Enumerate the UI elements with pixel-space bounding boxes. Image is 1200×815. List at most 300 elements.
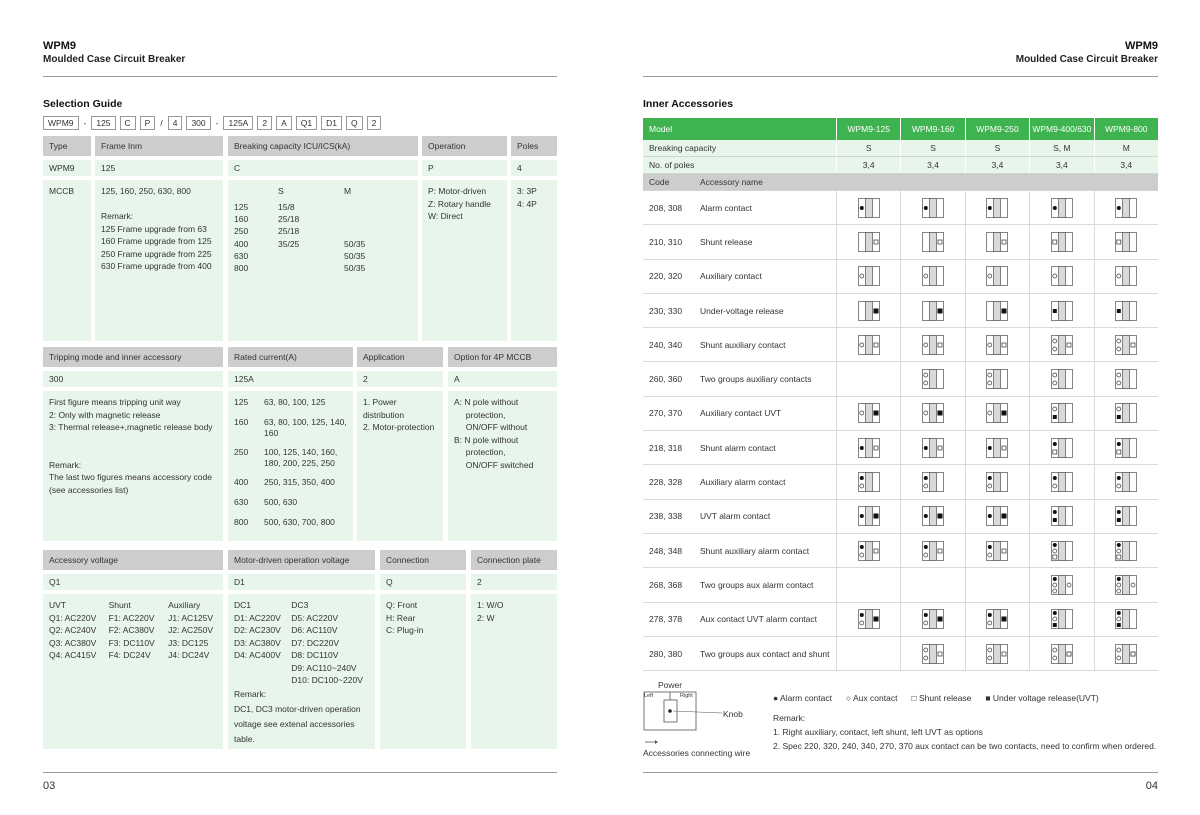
body-line: P: Motor-driven [428,186,487,196]
accessory-symbol-empty [836,568,900,601]
accessory-symbol [900,362,964,395]
code-segment: WPM9 [43,116,79,130]
accessory-name: Auxiliary contact [700,271,762,282]
breaking-cell: 25/18 [278,214,300,225]
accessory-symbol [1094,260,1158,293]
poles-cell: 3,4 [1029,157,1093,173]
accessory-symbol [1094,328,1158,361]
body-line: First figure means tripping unit way [49,397,181,407]
operation-header: Operation [422,136,507,156]
motor-voltage-item: D8: DC110V [291,650,339,660]
body-line: 1: W/O [477,600,504,610]
voltage-item: F1: AC220V [108,612,155,623]
accessory-symbol [900,534,964,567]
body-line: MCCB [49,186,75,196]
connection-value: Q [380,574,466,590]
voltage-item: F3: DC110V [108,637,155,648]
motor-voltage-item: D5: AC220V [291,612,339,623]
code-segment: C [120,116,136,130]
poles-cell: 3,4 [836,157,900,173]
legend-item: □ Shunt release [911,693,972,703]
current-values: 500, 630, 700, 800 [264,517,335,527]
frame-body [95,180,223,341]
left-page-number: 03 [43,780,56,792]
accessory-symbol [900,397,964,430]
accessory-symbol [965,328,1029,361]
motor-voltage-item: D2: AC230V [234,625,281,635]
accessory-code: 208, 308 [649,202,683,213]
accessory-symbol [965,603,1029,636]
motor-voltage-item: D1: AC220V [234,612,281,623]
poles-value: 4 [511,160,557,176]
breaking-cell: S, M [1029,140,1093,156]
accessory-symbol [900,294,964,327]
body-line: 1. Power distribution [363,397,405,420]
breaking-cell: S [278,186,284,196]
accessory-symbol [836,225,900,258]
accessory-symbol [965,637,1029,670]
current-frame: 250 [234,447,249,457]
accessory-code: 260, 360 [649,374,683,385]
voltage-item: J1: AC125V [168,612,214,623]
current-frame: 800 [234,517,249,527]
accessory-symbol [965,431,1029,464]
accessory-row [643,294,1158,328]
right-footer-rule [643,772,1158,773]
motor-body [228,594,375,749]
application-header: Application [357,347,443,367]
accessory-symbol [1094,534,1158,567]
accessory-symbol [1094,191,1158,224]
breaking-row [234,262,412,274]
model-header: Model [649,124,673,134]
accessory-name: Alarm contact [700,202,752,213]
current-values: 63, 80, 100, 125, 140, 160 [264,417,347,438]
accessory-code: 270, 370 [649,408,683,419]
poles-row [643,157,1158,174]
body-line: Z: Rotary handle [428,198,491,209]
plate-value: 2 [471,574,557,590]
breaking-cell: S [900,140,964,156]
right-page-number: 04 [1145,780,1158,792]
accessory-symbol [1029,191,1093,224]
code-header: Code [649,177,670,187]
accessory-code: 278, 378 [649,614,683,625]
accessory-name-header: Accessory name [700,177,763,187]
breaking-cell: 50/35 [344,238,366,249]
left-brand: WPM9 [43,40,76,52]
accessory-symbol-empty [965,568,1029,601]
accessory-row [643,328,1158,362]
legend-item: ■ Under voltage release(UVT) [985,693,1099,703]
accessory-name: Auxiliary contact UVT [700,408,782,419]
motor-remark-line: table. [234,733,255,744]
body-line: Remark: [49,459,82,470]
body-line: ON/OFF switched [454,459,534,470]
accessory-row [643,260,1158,294]
body-line: 125, 160, 250, 630, 800 [101,186,191,196]
voltage-item: UVT [49,600,66,610]
accessory-symbol [1029,328,1093,361]
accessory-symbol [1029,397,1093,430]
code-segment: 300 [186,116,210,130]
right-subtitle: Moulded Case Circuit Breaker [1015,54,1158,65]
accessory-code: 240, 340 [649,339,683,350]
accessory-symbol [965,260,1029,293]
voltage-item: Auxiliary [168,600,201,610]
accessory-symbol [900,225,964,258]
accessory-row [643,568,1158,602]
accessory-symbol [1094,637,1158,670]
poles-column [511,136,557,341]
code-separator: - [215,118,219,128]
accessory-symbol [965,294,1029,327]
current-header: Rated current(A) [228,347,353,367]
code-segment: 2 [367,116,382,130]
motor-voltage-item: D7: DC220V [291,637,340,648]
breaking-cell: 50/35 [344,262,366,273]
breaking-cell: 250 [234,226,249,237]
voltage-item: Q1: AC220V [49,612,97,623]
accessory-name: Shunt release [700,236,753,247]
accessory-symbol [836,465,900,498]
power-label: Power [658,680,683,690]
voltage-item: F4: DC24V [108,650,151,660]
body-line: protection, [454,409,506,420]
code-separator: - [83,118,87,128]
accessory-symbol [1029,603,1093,636]
accessory-code: 268, 368 [649,579,683,590]
plate-column [471,550,557,749]
code-segment: Q [346,116,363,130]
current-values: 500, 630 [264,497,298,507]
breaking-cell: 630 [234,250,249,261]
code-segment: D1 [321,116,342,130]
motor-voltage-item: D6: AC110V [291,625,338,635]
right-label: Right [680,693,693,699]
breaking-row [234,225,412,237]
tripping-value: 300 [43,371,223,387]
poles-body [511,180,557,341]
model-code-line [43,116,381,130]
body-line: 2: W [477,612,495,623]
body-line: 4: 4P [517,198,537,209]
accessory-symbol [900,260,964,293]
accessory-symbol [836,260,900,293]
code-segment: 125A [223,116,253,130]
accessory-name: Two groups auxiliary contacts [700,374,812,385]
accessory-symbol [1094,225,1158,258]
current-frame: 125 [234,397,249,407]
motor-remark-line: DC1, DC3 motor-driven operation [234,703,361,714]
current-values: 63, 80, 100, 125 [264,397,326,407]
model-column-header: WPM9-160 [900,118,964,140]
breaking-cell: 15/8 [278,202,295,212]
voltage-column [49,599,109,744]
table-header-row [643,118,1158,140]
accessory-row [643,397,1158,431]
connection-column [380,550,466,749]
body-line: W: Direct [428,211,463,221]
option-value: A [448,371,557,387]
accessory-symbol [900,465,964,498]
accessory-symbol [836,191,900,224]
body-line: Remark: [101,211,134,221]
left-subtitle: Moulded Case Circuit Breaker [43,54,186,65]
current-row [234,517,347,528]
body-line: The last two figures means accessory code [49,472,212,482]
body-line: H: Rear [386,612,416,623]
body-line: 3: Thermal release+,magnetic release body [49,422,213,432]
body-line: 2: Only with magnetic release [49,409,161,420]
breaking-cell: M [344,186,352,196]
code-segment: 125 [91,116,115,130]
poles-cell: No. of poles [649,160,695,170]
motor-voltage-item: D4: AC400V [234,650,281,660]
accessory-symbol [1094,603,1158,636]
accessory-symbol [1094,362,1158,395]
accessory-symbol [836,431,900,464]
accessory-symbol [965,362,1029,395]
wire-label: Accessories connecting wire [643,748,751,758]
accessory-symbol [965,397,1029,430]
remark-2: 2. Spec 220, 320, 240, 340, 270, 370 aux contact can be two contacts, need to confirm when ordered. [773,741,1157,751]
breaking-cell: 50/35 [344,250,366,261]
breaking-cell [234,185,278,201]
accessory-row [643,465,1158,499]
current-row [234,447,347,469]
body-line: 3: 3P [517,186,537,196]
breaking-column [228,136,418,341]
body-line: ON/OFF without [454,422,528,432]
accessory-symbol [965,500,1029,533]
body-line [49,434,217,447]
accessory-symbol [1029,225,1093,258]
type-header: Type [43,136,91,156]
accessory-symbol [900,191,964,224]
accessory-symbol [900,328,964,361]
motor-voltage-column [234,599,291,687]
code-segment: 2 [257,116,272,130]
accessory-name: Aux contact UVT alarm contact [700,614,818,625]
option-body [448,391,557,541]
connection-body [380,594,466,749]
body-line [49,446,217,459]
accvoltage-column [43,550,223,749]
body-line: 250 Frame upgrade from 225 [101,248,212,259]
option-column [448,347,557,541]
accessory-rows [643,191,1158,671]
current-column [228,347,353,541]
connection-header: Connection [380,550,466,570]
accessory-symbol [900,637,964,670]
accessory-symbol-empty [836,637,900,670]
accessory-symbol [1094,397,1158,430]
accessory-symbol [900,500,964,533]
symbol-legend [773,693,1099,703]
legend-item: ○ Aux contact [846,693,898,703]
accessory-name: Shunt alarm contact [700,442,776,453]
breaking-cell: 25/18 [278,226,300,237]
accessory-symbol [965,191,1029,224]
breaking-value: C [228,160,418,176]
motor-voltage-item: DC3 [291,600,309,610]
accessory-name: Shunt auxiliary alarm contact [700,545,810,556]
accessory-symbol [1029,294,1093,327]
left-label: Left [644,693,654,699]
accessory-symbol [1029,534,1093,567]
left-footer-rule [43,772,557,773]
accessory-symbol [1094,294,1158,327]
accessory-code: 230, 330 [649,305,683,316]
poles-cell: 3,4 [965,157,1029,173]
current-row [234,477,347,488]
current-values: 250, 315, 350, 400 [264,477,335,487]
model-column-header: WPM9-250 [965,118,1029,140]
code-segment: P [140,116,156,130]
motor-remark-line: Remark: [234,688,267,699]
poles-cell: 3,4 [1094,157,1158,173]
accessory-row [643,431,1158,465]
accessory-name: UVT alarm contact [700,511,771,522]
current-frame: 630 [234,497,249,507]
motor-column [228,550,375,749]
accessories-table [643,118,1158,671]
breaking-cell: 125 [234,202,249,212]
breaking-cell [278,262,344,274]
code-separator: / [160,118,163,128]
breaking-row [234,201,412,213]
code-header-row [643,174,1158,191]
remark-title: Remark: [773,713,806,723]
body-line: Q: Front [386,600,418,610]
body-line: (see accessories list) [49,484,129,495]
breaking-cell [344,225,404,237]
motor-voltage-item: D3: AC380V [234,637,281,648]
accessory-symbol [1029,431,1093,464]
model-column-header: WPM9-800 [1094,118,1158,140]
accessory-name: Under-voltage release [700,305,784,316]
breaking-body [228,180,418,341]
type-value: WPM9 [43,160,91,176]
operation-value: P [422,160,507,176]
accessory-symbol [900,603,964,636]
tripping-column [43,347,223,541]
voltage-item: Q3: AC380V [49,637,97,648]
current-body [228,391,353,541]
voltage-item: Q2: AC240V [49,625,97,635]
motor-columns [234,599,369,687]
voltage-item: Q4: AC415V [49,650,97,660]
accessory-name: Two groups aux contact and shunt [700,648,830,659]
code-segment: A [276,116,292,130]
accessory-symbol [1094,500,1158,533]
body-line: A: N pole without [454,397,519,407]
accessory-code: 238, 338 [649,511,683,522]
type-body [43,180,91,341]
accessory-symbol [1029,500,1093,533]
accessory-symbol-empty [900,568,964,601]
body-line: protection, [454,447,506,457]
application-body [357,391,443,541]
accessory-symbol [965,465,1029,498]
voltage-column [168,599,217,744]
accessory-row [643,362,1158,396]
breaking-cell: 35/25 [278,238,300,249]
accessory-symbol [1029,362,1093,395]
accessory-row [643,603,1158,637]
operation-column [422,136,507,341]
body-line: 2. Motor-protection [363,422,435,432]
accessory-symbol [836,294,900,327]
plate-body [471,594,557,749]
legend-item: ● Alarm contact [773,693,832,703]
voltage-item: J4: DC24V [168,650,210,660]
voltage-item: F2: AC380V [108,625,155,635]
motor-value: D1 [228,574,375,590]
accvoltage-header: Accessory voltage [43,550,223,570]
accessory-symbol [836,328,900,361]
code-segment: Q1 [296,116,317,130]
operation-body [422,180,507,341]
accessory-code: 210, 310 [649,236,683,247]
accessory-symbol [900,431,964,464]
poles-header: Poles [511,136,557,156]
breaking-row [234,250,412,262]
breaking-row [643,140,1158,157]
frame-column [95,136,223,341]
remark-1: 1. Right auxiliary, contact, left shunt, left UVT as options [773,727,983,737]
body-line: C: Plug-in [386,625,424,635]
accessory-symbol [1094,568,1158,601]
accessory-row [643,191,1158,225]
accessory-symbol [836,397,900,430]
breaking-cell: 400 [234,238,249,249]
accessory-symbol [965,225,1029,258]
breaking-cell [344,201,404,213]
body-line: 630 Frame upgrade from 400 [101,261,212,271]
breaking-cell: S [836,140,900,156]
accessory-row [643,500,1158,534]
accessory-symbol [1029,260,1093,293]
breaking-row [234,238,412,250]
motor-voltage-item: DC1 [234,600,252,610]
accessory-symbol [1094,465,1158,498]
breaking-cell: 160 [234,214,249,225]
model-column-header: WPM9-125 [836,118,900,140]
breaking-cell: 800 [234,262,249,273]
knob-label: Knob [723,709,743,719]
right-header-rule [643,76,1158,77]
accessory-symbol [1029,637,1093,670]
application-column [357,347,443,541]
left-header-rule [43,76,557,77]
accessory-code: 218, 318 [649,442,683,453]
application-value: 2 [357,371,443,387]
breaking-cell [344,213,404,225]
voltage-item: Shunt [108,600,131,610]
current-frame: 400 [234,477,249,487]
current-row [234,417,347,439]
right-brand: WPM9 [1125,40,1158,52]
accessory-symbol [836,500,900,533]
body-line: B: N pole without [454,434,519,445]
frame-value: 125 [95,160,223,176]
code-segment: 4 [168,116,183,130]
current-value: 125A [228,371,353,387]
accessory-row [643,637,1158,671]
accessory-symbol [836,603,900,636]
